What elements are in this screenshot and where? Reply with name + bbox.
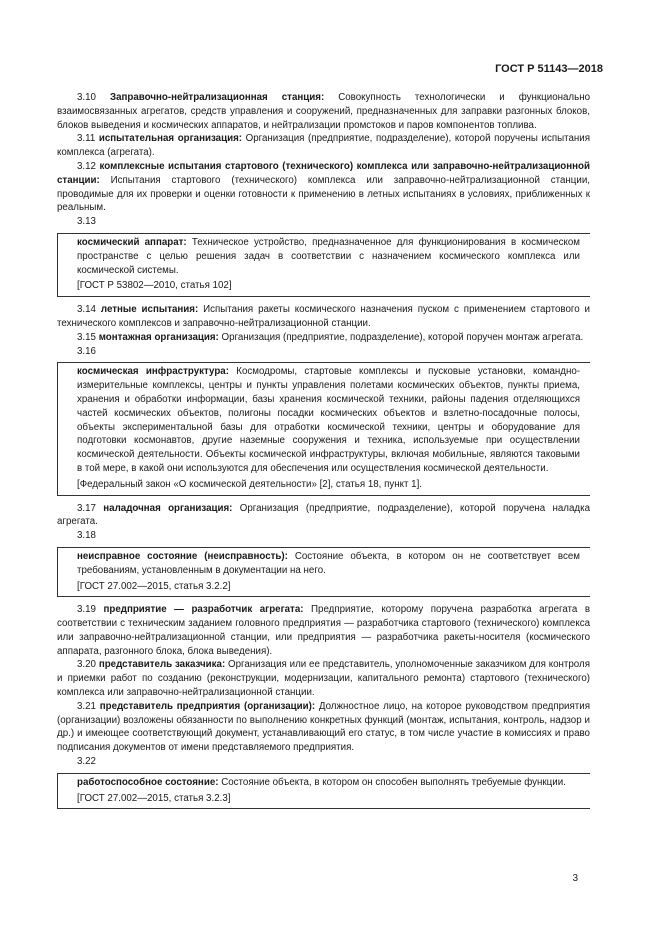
entry-term: представитель заказчика:: [98, 659, 226, 671]
entry-term: наладочная организация:: [103, 502, 233, 514]
entry-definition: [77, 776, 580, 790]
entry-3-10: [57, 91, 590, 132]
entry-3-18-box: [57, 547, 590, 597]
entry-3-11: [57, 132, 590, 160]
entry-3-13-number: 3.13: [77, 216, 96, 228]
entry-text: Техническое устройство, предназначенное для функционирования в космическом пространстве с целью решения задач в соответствии с назначением космического комплекса или космической системы.: [77, 236, 581, 276]
entry-text: Организация (предприятие, подразделение), которой поручена наладка агрегата.: [57, 502, 591, 528]
entry-text: Организация (предприятие, подразделение), которой поручены испытания комплекса (агрегата).: [57, 133, 590, 159]
entry-number: 3.17: [77, 502, 96, 514]
entry-text: Космодромы, стартовые комплексы и пусковые установки, командно-измерительные комплексы, центры и пункты управления полетами космических объектов, пункты приема, хранения и обработки информации, базы хранения космической техники, районы падения отделяющихся частей космических объектов, полигоны посадки космических объектов и взлетно-посадочные полосы, объекты экспериментальной базы для отработки космической техники, центры и оборудование для подготовки космонавтов, другие наземные сооружения и техника, используемые при осуществлении космической деятельности. Объекты космической инфраструктуры, включая мобильные, являются таковыми в той мере, в какой они используются для обеспечения или осуществления космической деятельности.: [77, 366, 580, 474]
definitions-body: [57, 91, 590, 815]
entry-number: 3.19: [77, 604, 96, 616]
entry-text: Совокупность технологически и функционально взаимосвязанных агрегатов, средств управления и сооружений, предназначенных для заправки разгонных блоков, блоков выведения и космических аппаратов, и нейтрализации промстоков и паров компонентов топлива.: [57, 92, 590, 131]
entry-number: 3.10: [77, 92, 96, 103]
entry-3-16-number: 3.16: [77, 345, 96, 357]
entry-3-13-box: [57, 233, 590, 297]
entry-source: [ГОСТ Р 53802—2010, статья 102]: [77, 280, 232, 292]
entry-3-19: [57, 603, 590, 658]
entry-text: Должностное лицо, на которое руководством предприятия (организации) возложены обязанности по выполнению конкретных функций (монтаж, испытания, контроль, надзор и др.) и имеющее соответствующий документ, устанавливающий его статус, в том числе участие в комиссиях и право подписания документов от имени представляемого предприятия.: [57, 700, 590, 754]
entry-number: 3.15: [77, 331, 96, 343]
entry-3-22-number: 3.22: [77, 756, 96, 768]
entry-number: 3.20: [77, 659, 96, 671]
entry-term: монтажная организация:: [98, 331, 219, 343]
entry-term: космический аппарат:: [77, 236, 187, 248]
entry-number: 3.12: [77, 160, 96, 172]
entry-term: работоспособное состояние:: [77, 776, 219, 788]
entry-definition: [77, 550, 580, 578]
entry-text: Предприятие, которому поручена разработка агрегата в соответствии с техническим заданием головного предприятия — разработчика стартового (технического) комплекса или заправочно-нейтрализационной станции, или предприятия — разработчика ракеты-носителя (космического аппарата, разгонного блока, блока выведения).: [57, 604, 591, 657]
page-number: 3: [572, 873, 578, 884]
entry-text: Испытания ракеты космического назначения пуском с применением стартового и технического комплексов и заправочно-нейтрализационной станции.: [57, 304, 590, 329]
entry-term: Заправочно-нейтрализационная станция:: [110, 92, 325, 103]
entry-term: неисправное состояние (неисправность):: [77, 550, 288, 562]
entry-number: 3.21: [77, 700, 96, 712]
entry-text: Состояние объекта, в котором он способен выполнять требуемые функции.: [221, 776, 566, 788]
entry-3-12: [57, 160, 590, 215]
entry-3-20: [57, 658, 590, 699]
entry-text: Организация или ее представитель, уполномоченные заказчиком для контроля и приемки работ по созданию (реконструкции, модернизации, капитального ремонта) стартового (технического) комплекса или заправочно-нейтрализационной станции.: [57, 659, 590, 699]
entry-text: Испытания стартового (технического) комплекса или заправочно-нейтрализационной станции, проводимые для их проверки и оценки готовности к применению в летных испытаниях в условиях, приближенных к реальным.: [57, 174, 590, 214]
entry-3-15: [57, 331, 590, 345]
entry-source: [ГОСТ 27.002—2015, статья 3.2.2]: [77, 580, 231, 592]
entry-3-16-box: [57, 362, 590, 495]
entry-term: предприятие — разработчик агрегата:: [103, 604, 304, 616]
entry-3-21: [57, 700, 590, 755]
standard-code: ГОСТ Р 51143—2018: [495, 63, 603, 75]
entry-term: летные испытания:: [100, 304, 199, 316]
entry-3-14: [57, 303, 590, 331]
entry-number: 3.14: [77, 304, 96, 316]
entry-3-22-box: [57, 773, 590, 810]
entry-term: испытательная организация:: [98, 133, 243, 145]
entry-term: космическая инфраструктура:: [77, 366, 229, 378]
entry-source: [Федеральный закон «О космической деятельности» [2], статья 18, пункт 1].: [77, 478, 423, 490]
entry-definition: [77, 236, 580, 277]
entry-term: представитель предприятия (организации):: [99, 700, 316, 712]
entry-3-17: [57, 502, 590, 530]
entry-number: 3.11: [77, 133, 96, 145]
entry-text: Организация (предприятие, подразделение), которой поручен монтаж агрегата.: [221, 331, 584, 343]
entry-text: Состояние объекта, в котором он не соответствует всем требованиям, установленным в документации на него.: [77, 550, 580, 576]
entry-definition: [77, 365, 580, 475]
entry-term: комплексные испытания стартового (технического) комплекса или заправочно-нейтрализационной станции:: [57, 160, 590, 186]
entry-3-18-number: 3.18: [77, 530, 96, 542]
entry-source: [ГОСТ 27.002—2015, статья 3.2.3]: [77, 792, 231, 804]
